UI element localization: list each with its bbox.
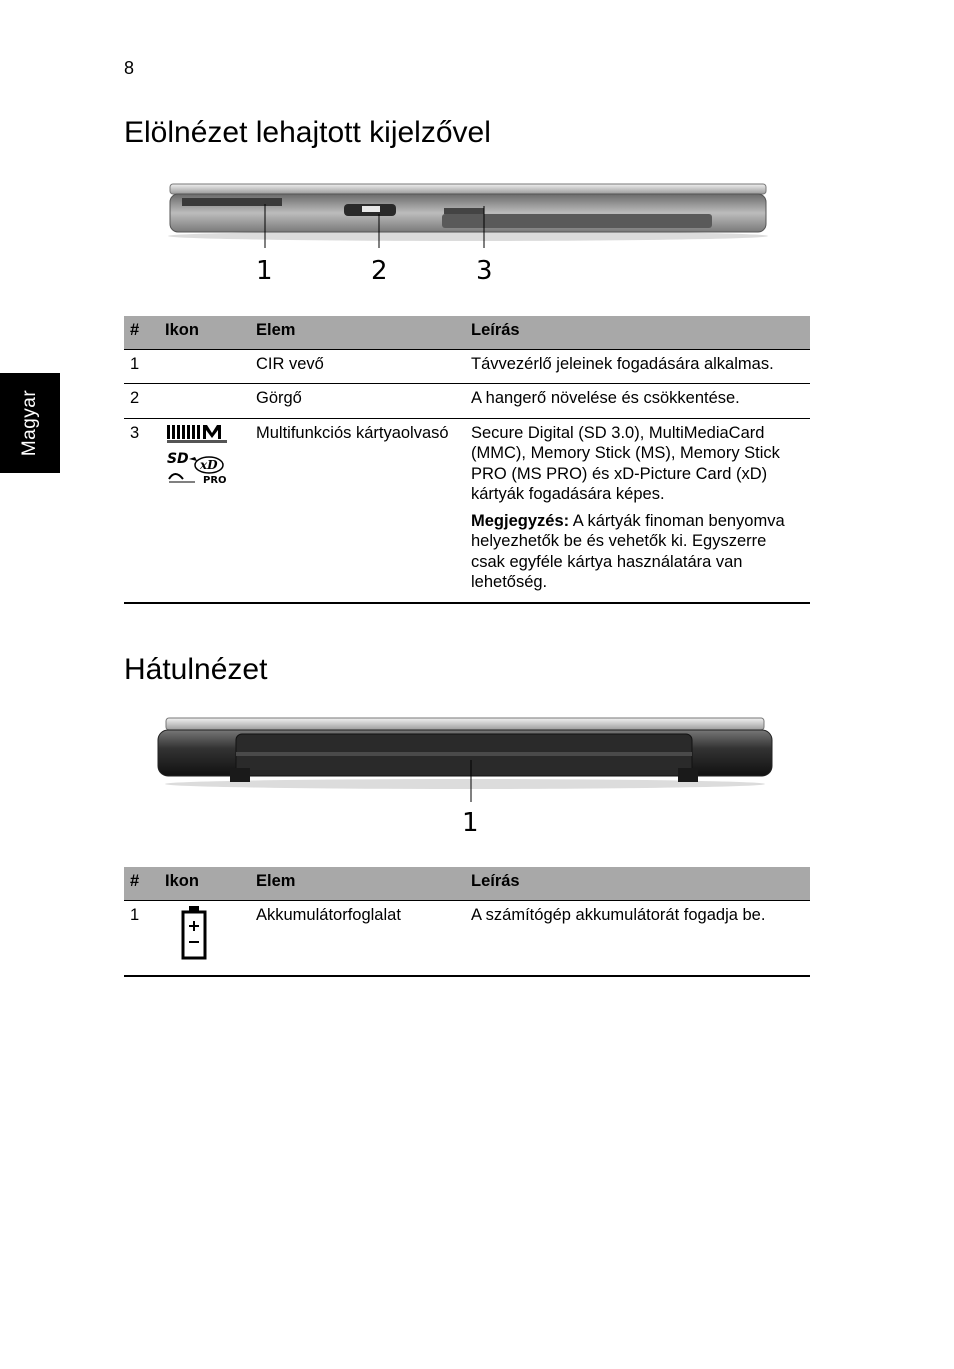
table-header-row — [124, 316, 810, 349]
row-description: A számítógép akkumulátorát fogadja be. — [465, 900, 810, 976]
laptop-rear-view-image — [152, 712, 778, 804]
language-side-tab — [0, 373, 60, 473]
memory-card-logos-icon — [165, 423, 231, 485]
row-description: Távvezérlő jeleinek fogadására alkalmas. — [465, 349, 810, 384]
row-description: A hangerő növelése és csökkentése. — [465, 384, 810, 419]
row-number: 1 — [124, 349, 159, 384]
battery-icon — [179, 905, 209, 961]
language-side-tab-label: Magyar — [19, 389, 40, 457]
table-row — [124, 900, 810, 976]
row-number: 1 — [124, 900, 159, 976]
header-icon: Ikon — [159, 867, 250, 900]
callout-3: 3 — [476, 256, 493, 286]
svg-text:S: S — [167, 450, 178, 467]
row-icon — [159, 418, 250, 603]
row-number: 3 — [124, 418, 159, 603]
row-icon — [159, 384, 250, 419]
row-item: Multifunkciós kártyaolvasó — [250, 418, 465, 603]
note-label: Megjegyzés: — [471, 511, 570, 530]
row-item: Akkumulátorfoglalat — [250, 900, 465, 976]
row-description: Secure Digital (SD 3.0), MultiMediaCard (MMC), Memory Stick (MS), Memory Stick PRO (MS PRO) és xD-Picture Card (xD) kártyák fogadására képes. — [471, 423, 780, 503]
row-description-cell — [465, 418, 810, 603]
callout-rear-1: 1 — [462, 808, 479, 838]
section-title-front-view: Elölnézet lehajtott kijelzővel — [124, 116, 491, 149]
laptop-front-view-image — [162, 178, 774, 248]
note-paragraph — [471, 511, 804, 593]
table-row — [124, 384, 810, 419]
rear-view-table — [124, 867, 810, 977]
header-icon: Ikon — [159, 316, 250, 349]
header-item: Elem — [250, 316, 465, 349]
row-icon — [159, 900, 250, 976]
header-description: Leírás — [465, 867, 810, 900]
row-number: 2 — [124, 384, 159, 419]
header-number: # — [124, 316, 159, 349]
callout-1: 1 — [256, 256, 273, 286]
svg-text:D: D — [177, 450, 189, 467]
row-item: CIR vevő — [250, 349, 465, 384]
header-item: Elem — [250, 867, 465, 900]
header-number: # — [124, 867, 159, 900]
note-text: A kártyák finoman benyomva helyezhetők be és vehetők ki. Egyszerre csak egyféle kártya használatára van lehetőség. — [471, 511, 785, 591]
callout-2: 2 — [371, 256, 388, 286]
table-row — [124, 418, 810, 603]
row-icon — [159, 349, 250, 384]
row-item: Görgő — [250, 384, 465, 419]
front-view-table — [124, 316, 810, 604]
section-title-rear-view: Hátulnézet — [124, 653, 268, 686]
svg-text:xD: xD — [200, 457, 218, 472]
header-description: Leírás — [465, 316, 810, 349]
page-number: 8 — [124, 58, 135, 78]
table-header-row — [124, 867, 810, 900]
table-row — [124, 349, 810, 384]
svg-text:PRO: PRO — [203, 474, 227, 485]
